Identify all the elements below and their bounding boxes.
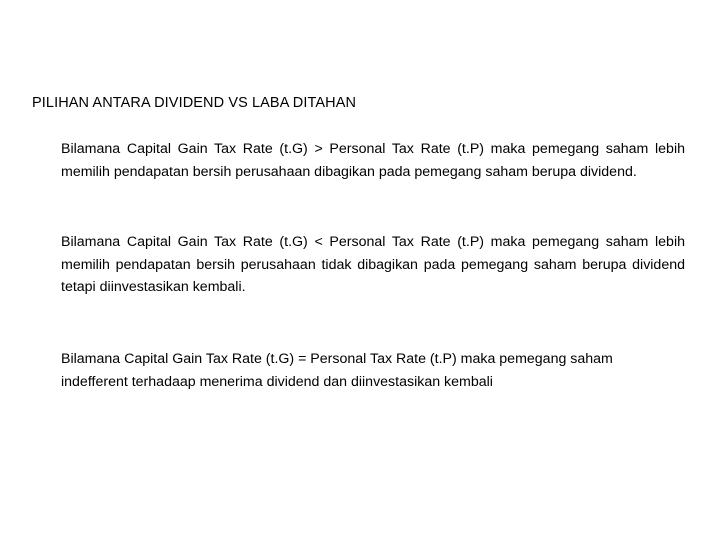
- paragraph-capital-gain-equal: Bilamana Capital Gain Tax Rate (t.G) = Personal Tax Rate (t.P) maka pemegang saham indefferent terhadaap menerima dividend dan diinvestasikan kembali: [61, 351, 613, 390]
- paragraph-capital-gain-greater: Bilamana Capital Gain Tax Rate (t.G) > Personal Tax Rate (t.P) maka pemegang saham lebih memilih pendapatan bersih perusahaan dibagikan pada pemegang saham berupa dividend.: [61, 141, 685, 180]
- paragraph-capital-gain-less: Bilamana Capital Gain Tax Rate (t.G) < Personal Tax Rate (t.P) maka pemegang saham lebih memilih pendapatan bersih perusahaan tidak dibagikan pada pemegang saham berupa dividend tetapi diinvestasikan kembali.: [61, 234, 685, 295]
- slide-title: PILIHAN ANTARA DIVIDEND VS LABA DITAHAN: [32, 95, 357, 111]
